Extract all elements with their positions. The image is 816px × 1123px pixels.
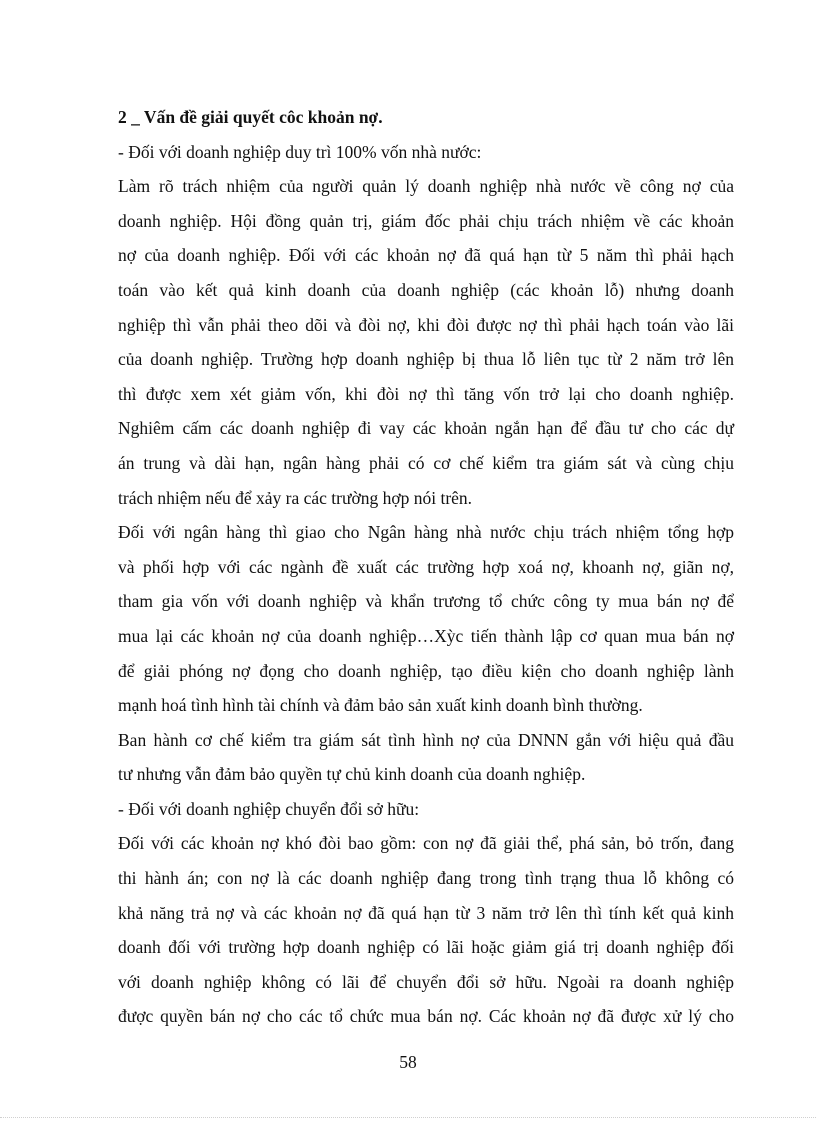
text-line: Làm rõ trách nhiệm của người quản lý doanh nghiệp nhà nước về công nợ của [118,176,734,197]
text-line: Đối với ngân hàng thì giao cho Ngân hàng nhà nước chịu trách nhiệm tổng hợp [118,522,734,543]
page-bottom-rule [0,1117,816,1118]
text-line: mạnh hoá tình hình tài chính và đảm bảo sản xuất kinh doanh bình thường. [118,695,643,716]
text-line: và phối hợp với các ngành đề xuất các trường hợp xoá nợ, khoanh nợ, giãn nợ, [118,556,734,577]
text-line: của doanh nghiệp. Trường hợp doanh nghiệp bị thua lỗ liên tục từ 2 năm trở lên [118,349,734,370]
page-number: 58 [399,1052,417,1072]
text-line: khả năng trả nợ và các khoản nợ đã quá hạn từ 3 năm trở lên thì tính kết quả kinh [118,902,734,923]
text-line: trách nhiệm nếu để xảy ra các trường hợp nói trên. [118,487,473,508]
text-line: Nghiêm cấm các doanh nghiệp đi vay các khoản ngắn hạn để đầu tư cho các dự [118,418,734,439]
text-line: - Đối với doanh nghiệp chuyển đổi sở hữu: [118,798,420,819]
text-line: toán vào kết quả kinh doanh của doanh nghiệp (các khoản lỗ) nhưng doanh [118,279,734,300]
text-line: với doanh nghiệp không có lãi để chuyển đổi sở hữu. Ngoài ra doanh nghiệp [118,971,734,992]
text-line: để giải phóng nợ đọng cho doanh nghiệp, tạo điều kiện cho doanh nghiệp lành [118,660,734,681]
text-line: mua lại các khoản nợ của doanh nghiệp…Xỳc tiến thành lập cơ quan mua bán nợ [118,625,734,646]
text-line: thì được xem xét giảm vốn, khi đòi nợ thì tăng vốn trở lại cho doanh nghiệp. [118,383,734,404]
text-line: doanh nghiệp. Hội đồng quản trị, giám đốc phải chịu trách nhiệm về các khoản [118,210,734,231]
text-line: Ban hành cơ chế kiểm tra giám sát tình hình nợ của DNNN gắn với hiệu quả đầu [118,729,734,750]
text-line: - Đối với doanh nghiệp duy trì 100% vốn nhà nước: [118,141,482,162]
text-line: thi hành án; con nợ là các doanh nghiệp đang trong tình trạng thua lỗ không có [118,868,734,889]
section-heading: 2 _ Vấn đề giải quyết côc khoản nợ. [118,107,383,127]
text-line: nghiệp thì vẫn phải theo dõi và đòi nợ, khi đòi được nợ thì phải hạch toán vào lãi [118,314,734,335]
document-page [118,100,734,1034]
text-line: doanh đối với trường hợp doanh nghiệp có lãi hoặc giảm giá trị doanh nghiệp đối [118,937,734,958]
text-line: Đối với các khoản nợ khó đòi bao gồm: con nợ đã giải thể, phá sản, bỏ trốn, đang [118,833,734,854]
text-line: nợ của doanh nghiệp. Đối với các khoản nợ đã quá hạn từ 5 năm thì phải hạch [118,245,734,266]
text-line: tư nhưng vẫn đảm bảo quyền tự chủ kinh doanh của doanh nghiệp. [118,764,586,785]
text-line: tham gia vốn với doanh nghiệp và khẩn trương tổ chức công ty mua bán nợ để [118,591,734,612]
text-line: được quyền bán nợ cho các tổ chức mua bán nợ. Các khoản nợ đã được xử lý cho [118,1006,734,1027]
text-line: án trung và dài hạn, ngân hàng phải có cơ chế kiểm tra giám sát và cùng chịu [118,452,734,473]
